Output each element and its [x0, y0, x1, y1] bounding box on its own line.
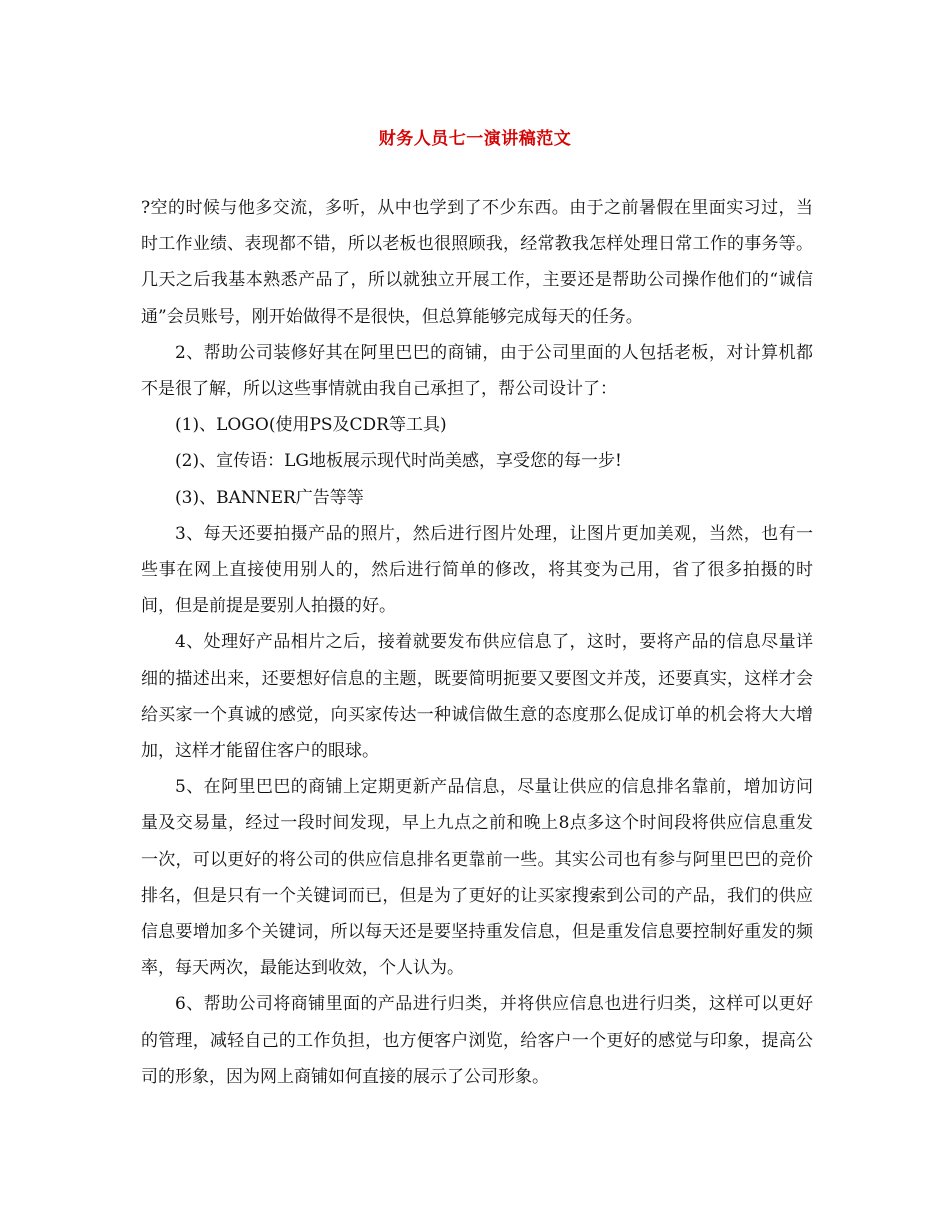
paragraph-item-2: 2、帮助公司装修好其在阿里巴巴的商铺，由于公司里面的人包括老板，对计算机都不是很了解，所以这些事情就由我自己承担了，帮公司设计了：	[141, 342, 813, 400]
paragraph-item-4: 4、处理好产品相片之后，接着就要发布供应信息了，这时，要将产品的信息尽量详细的描述出来，还要想好信息的主题，既要简明扼要又要图文并茂，还要真实，这样才会给买家一个真诚的感觉，向买家传达一种诚信做生意的态度那么促成订单的机会将大大增加，这样才能留住客户的眼球。	[141, 632, 813, 762]
paragraph-item-3: 3、每天还要拍摄产品的照片，然后进行图片处理，让图片更加美观，当然，也有一些事在网上直接使用别人的，然后进行简单的修改，将其变为己用，省了很多拍摄的时间，但是前提是要别人拍摄的好。	[141, 523, 813, 617]
paragraph-intro: ?空的时候与他多交流，多听，从中也学到了不少东西。由于之前暑假在里面实习过，当时工作业绩、表现都不错，所以老板也很照顾我，经常教我怎样处理日常工作的事务等。几天之后我基本熟悉产品了，所以就独立开展工作，主要还是帮助公司操作他们的“诚信通”会员账号，刚开始做得不是很快，但总算能够完成每天的任务。	[141, 198, 813, 327]
paragraph-item-5: 5、在阿里巴巴的商铺上定期更新产品信息，尽量让供应的信息排名靠前，增加访问量及交易量，经过一段时间发现，早上九点之前和晚上8点多这个时间段将供应信息重发一次，可以更好的将公司的供应信息排名更靠前一些。其实公司也有参与阿里巴巴的竞价排名，但是只有一个关键词而已，但是为了更好的让买家搜索到公司的产品，我们的供应信息要增加多个关键词，所以每天还是要坚持重发信息，但是重发信息要控制好重发的频率，每天两次，最能达到收效，个人认为。	[141, 777, 813, 979]
list-item-logo: (1)、LOGO(使用PS及CDR等工具)	[175, 415, 447, 436]
document-title: 财务人员七一演讲稿范文	[378, 129, 572, 149]
list-item-banner: (3)、BANNER广告等等	[175, 487, 364, 508]
paragraph-item-6: 6、帮助公司将商铺里面的产品进行归类，并将供应信息也进行归类，这样可以更好的管理，减轻自己的工作负担，也方便客户浏览，给客户一个更好的感觉与印象，提高公司的形象，因为网上商铺如何直接的展示了公司形象。	[141, 994, 813, 1087]
document-body	[141, 190, 813, 1095]
list-item-slogan: (2)、宣传语：LG地板展示现代时尚美感，享受您的每一步!	[175, 451, 622, 472]
